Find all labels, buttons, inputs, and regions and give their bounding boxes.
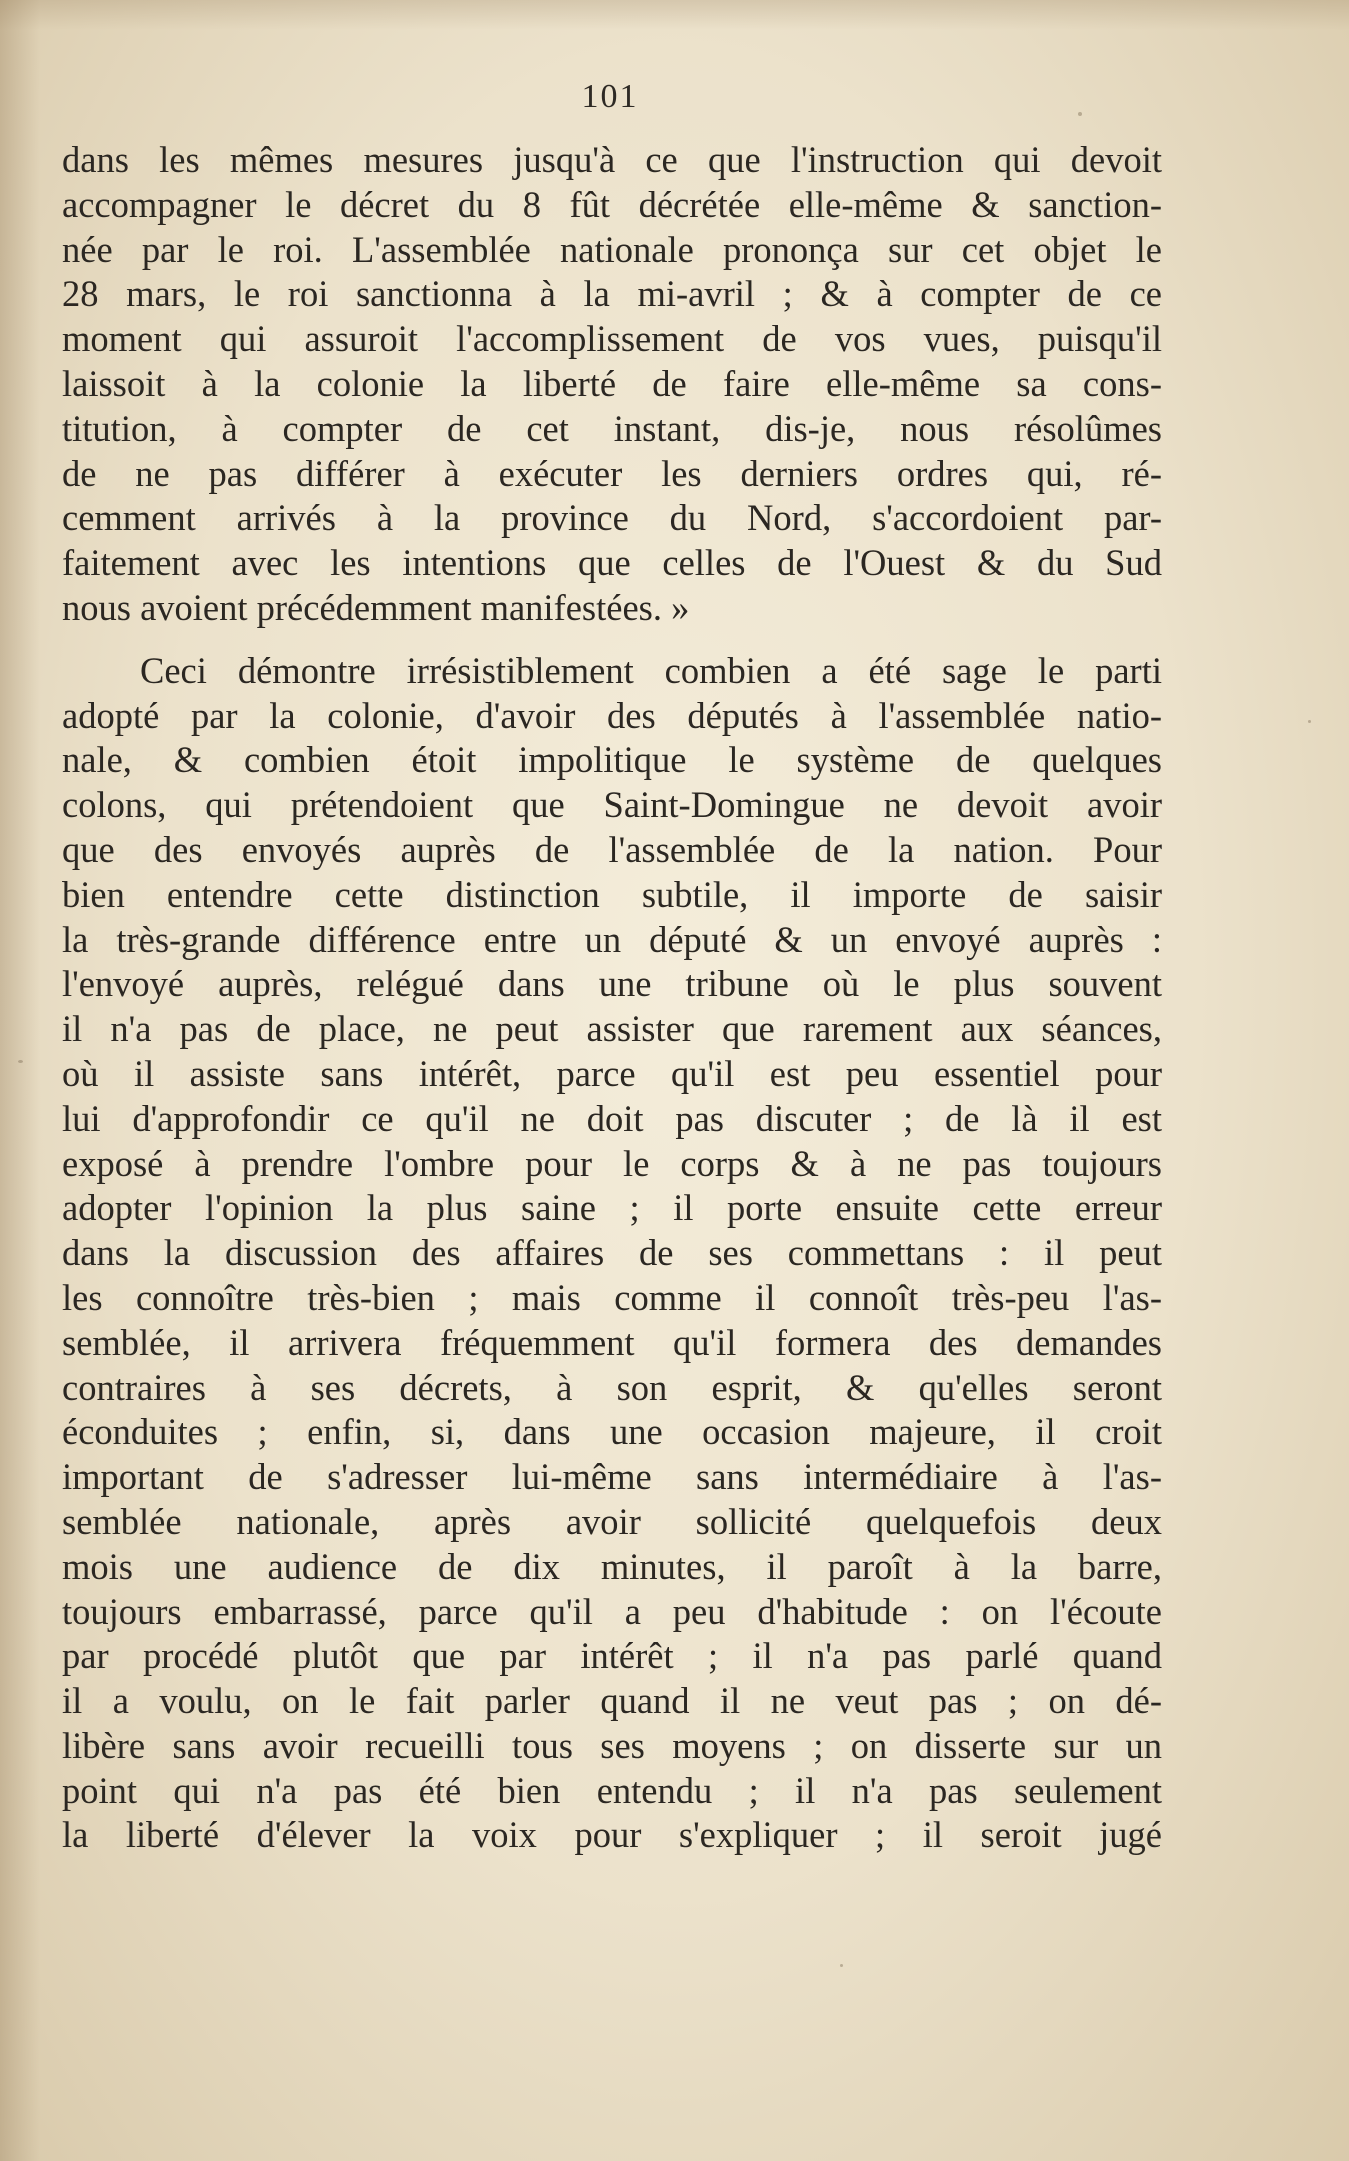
paper-speck [18,1060,23,1063]
paper-speck [840,1964,843,1967]
text-line: moment qui assuroit l'accomplissement de vos vues, puisqu'il [62,318,1162,360]
paper-speck [1078,112,1082,116]
text-line: éconduites ; enfin, si, dans une occasion majeure, il croit [62,1411,1162,1453]
text-line: il a voulu, on le fait parler quand il ne veut pas ; on dé- [62,1680,1162,1722]
text-line: semblée nationale, après avoir sollicité quelquefois deux [62,1500,1162,1542]
text-line: contraires à ses décrets, à son esprit, & qu'elles seront [62,1366,1162,1408]
paragraph-1 [62,138,1162,631]
page-number: 101 [581,78,639,115]
text-line: née par le roi. L'assemblée nationale prononça sur cet objet le [62,228,1162,270]
text-line: où il assiste sans intérêt, parce qu'il est peu essentiel pour [62,1052,1162,1094]
text-line: colons, qui prétendoient que Saint-Domingue ne devoit avoir [62,784,1162,826]
page-edge-shadow [0,0,40,2161]
text-line: mois une audience de dix minutes, il paroît à la barre, [62,1545,1162,1587]
text-line: 28 mars, le roi sanctionna à la mi-avril ; & à compter de ce [62,273,1162,315]
text-line: l'envoyé auprès, relégué dans une tribune où le plus souvent [62,963,1162,1005]
text-line: dans les mêmes mesures jusqu'à ce que l'instruction qui devoit [62,139,1162,180]
text-line: dans la discussion des affaires de ses commettans : il peut [62,1232,1162,1274]
page-top-shadow [0,0,1349,30]
text-line: adopté par la colonie, d'avoir des députés à l'assemblée natio- [62,694,1162,736]
paragraph-2 [62,649,1162,1859]
text-line: par procédé plutôt que par intérêt ; il n'a pas parlé quand [62,1635,1162,1677]
text-line: exposé à prendre l'ombre pour le corps & à ne pas toujours [62,1142,1162,1184]
text-line: faitement avec les intentions que celles de l'Ouest & du Sud [62,542,1162,584]
text-line: nale, & combien étoit impolitique le système de quelques [62,739,1162,781]
text-line: important de s'adresser lui-même sans intermédiaire à l'as- [62,1456,1162,1498]
text-line: cemment arrivés à la province du Nord, s'accordoient par- [62,497,1162,539]
text-line: laissoit à la colonie la liberté de faire elle-même sa cons- [62,362,1162,404]
text-line: libère sans avoir recueilli tous ses moyens ; on disserte sur un [62,1724,1162,1766]
text-line: nous avoient précédemment manifestées. » [62,586,690,628]
text-line: semblée, il arrivera fréquemment qu'il formera des demandes [62,1321,1162,1363]
paragraph-gap [62,631,1162,649]
text-line: accompagner le décret du 8 fût décrétée elle-même & sanction- [62,183,1162,225]
text-line: titution, à compter de cet instant, dis-je, nous résolûmes [62,407,1162,449]
text-line: lui d'approfondir ce qu'il ne doit pas discuter ; de là il est [62,1097,1162,1139]
text-line: la très-grande différence entre un député & un envoyé auprès : [62,918,1162,960]
text-line: toujours embarrassé, parce qu'il a peu d'habitude : on l'écoute [62,1590,1162,1632]
text-line: la liberté d'élever la voix pour s'expliquer ; il seroit jugé [62,1814,1162,1856]
text-line: de ne pas différer à exécuter les derniers ordres qui, ré- [62,452,1162,494]
paper-speck [1308,720,1311,723]
text-line: les connoître très-bien ; mais comme il connoît très-peu l'as- [62,1276,1162,1318]
text-line: adopter l'opinion la plus saine ; il porte ensuite cette erreur [62,1187,1162,1229]
text-line: que des envoyés auprès de l'assemblée de la nation. Pour [62,828,1162,870]
text-line: il n'a pas de place, ne peut assister que rarement aux séances, [62,1008,1162,1050]
body-text [62,138,1162,1858]
text-line: point qui n'a pas été bien entendu ; il n'a pas seulement [62,1769,1162,1811]
text-line: bien entendre cette distinction subtile, il importe de saisir [62,873,1162,915]
text-line: Ceci démontre irrésistiblement combien a été sage le parti [140,649,1162,691]
